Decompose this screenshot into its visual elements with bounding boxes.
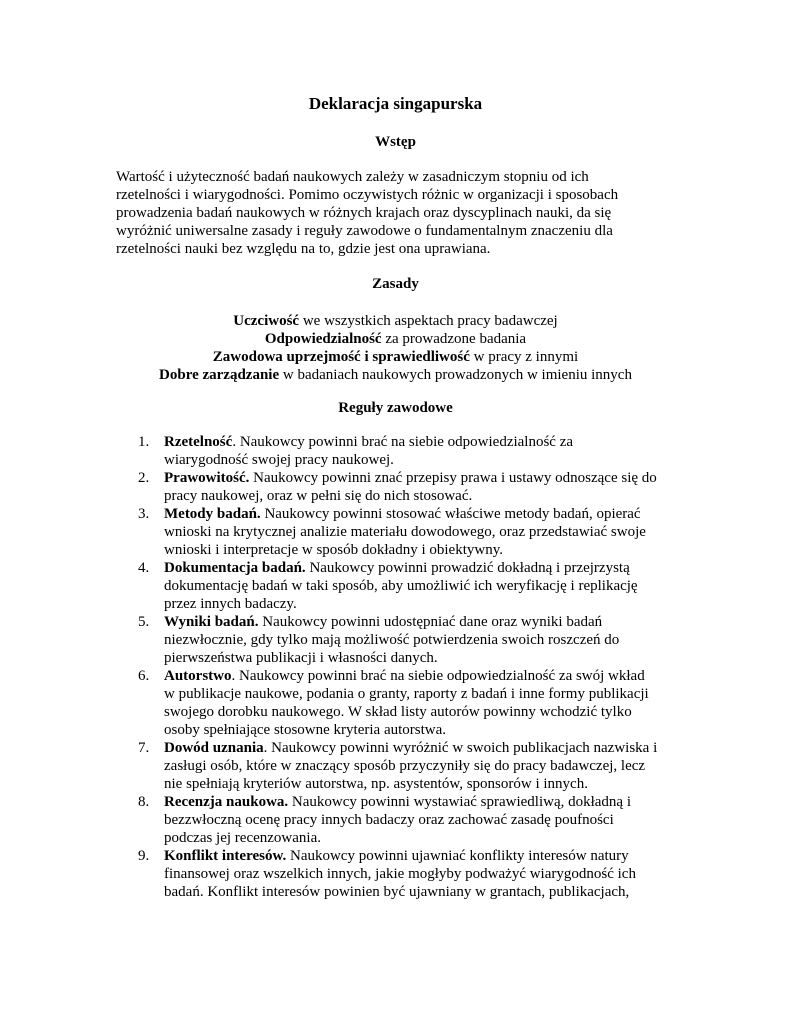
rule-item [120, 739, 700, 793]
rule-item [120, 505, 700, 559]
rule-line: swojego dorobku naukowego. W skład listy autorów powinny wchodzić tylko [164, 704, 632, 720]
intro-line: rzetelności i wiarygodności. Pomimo oczywistych różnic w organizacji i sposobach [116, 187, 619, 203]
rule-text: Naukowcy powinni wystawiać sprawiedliwą, dokładną i [288, 794, 632, 810]
rule-name: Dowód uznania [164, 740, 264, 756]
rule-number: 7. [138, 740, 150, 756]
rule-number: 2. [138, 470, 150, 486]
rule-line: pierwszeństwa publikacji i własności danych. [164, 650, 438, 666]
principles-heading: Zasady [372, 276, 419, 292]
document-title: Deklaracja singapurska [308, 94, 483, 113]
rule-line: wnioski i interpretacje w sposób dokładny i obiektywny. [164, 542, 503, 558]
rule-name: Rzetelność [164, 434, 233, 450]
rule-item [120, 613, 700, 667]
rule-number: 5. [138, 614, 150, 630]
principle-text: w badaniach naukowych prowadzonych w imieniu innych [279, 367, 632, 383]
rules-heading: Reguły zawodowe [338, 400, 453, 416]
rule-line [164, 469, 700, 487]
rule-text: Naukowcy powinni udostępniać dane oraz wyniki badań [258, 614, 603, 630]
rule-text: . Naukowcy powinni brać na siebie odpowiedzialność za swój wkład [231, 668, 645, 684]
rule-number: 4. [138, 560, 150, 576]
rule-line [164, 667, 700, 685]
rule-line: podczas jej recenzowania. [164, 830, 321, 846]
rule-item [120, 559, 700, 613]
rule-text: Naukowcy powinni prowadzić dokładną i przejrzystą [305, 560, 630, 576]
rule-line [164, 613, 700, 631]
rule-line: finansowej oraz wszelkich innych, jakie mogłyby podważyć wiarygodność ich [164, 866, 636, 882]
rule-name: Dokumentacja badań. [164, 560, 306, 576]
rule-item [120, 667, 700, 739]
principle-name: Uczciwość [233, 313, 300, 329]
rule-line: dokumentację badań w taki sposób, aby umożliwić ich weryfikację i replikację [164, 578, 638, 594]
rule-item [120, 433, 700, 469]
principles-list [0, 312, 791, 384]
rule-line [164, 505, 700, 523]
rule-line [164, 739, 700, 757]
principle-item [0, 330, 791, 348]
rule-text: Naukowcy powinni stosować właściwe metody badań, opierać [260, 506, 641, 522]
rule-name: Konflikt interesów. [164, 848, 287, 864]
rule-line: nie spełniają kryteriów autorstwa, np. asystentów, sponsorów i innych. [164, 776, 588, 792]
rule-name: Wyniki badań. [164, 614, 259, 630]
rule-text: Naukowcy powinni znać przepisy prawa i ustawy odnoszące się do [249, 470, 657, 486]
principle-item [0, 366, 791, 384]
rule-line: osoby spełniające stosowne kryteria autorstwa. [164, 722, 447, 738]
rule-line [164, 793, 700, 811]
principle-text: w pracy z innymi [469, 349, 579, 365]
rule-text: . Naukowcy powinni brać na siebie odpowiedzialność za [232, 434, 574, 450]
rule-item [120, 469, 700, 505]
principle-name: Dobre zarządzanie [159, 367, 280, 383]
rule-line [164, 847, 700, 865]
rule-name: Autorstwo [164, 668, 232, 684]
rule-number: 3. [138, 506, 150, 522]
rule-number: 9. [138, 848, 150, 864]
principle-item [0, 348, 791, 366]
rule-line: zasługi osób, które w znaczący sposób przyczyniły się do pracy badawczej, lecz [164, 758, 646, 774]
rule-item [120, 793, 700, 847]
rule-line [164, 433, 700, 451]
intro-line: prowadzenia badań naukowych w różnych krajach oraz dyscyplinach nauki, da się [116, 205, 612, 221]
principle-item [0, 312, 791, 330]
rule-line: pracy naukowej, oraz w pełni się do nich stosować. [164, 488, 473, 504]
principle-text: za prowadzone badania [381, 331, 527, 347]
rule-number: 1. [138, 434, 150, 450]
rule-line: wnioski na krytycznej analizie materiału dowodowego, oraz przedstawiać swoje [164, 524, 646, 540]
rule-line: niezwłocznie, gdy tylko mają możliwość potwierdzenia swoich roszczeń do [164, 632, 620, 648]
intro-line: Wartość i użyteczność badań naukowych zależy w zasadniczym stopniu od ich [116, 169, 589, 185]
rule-name: Metody badań. [164, 506, 261, 522]
rule-line [164, 559, 700, 577]
principle-text: we wszystkich aspektach pracy badawczej [299, 313, 558, 329]
rules-list [120, 433, 700, 901]
rule-item [120, 847, 700, 901]
rule-number: 6. [138, 668, 150, 684]
rule-number: 8. [138, 794, 150, 810]
rule-line: wiarygodność swojej pracy naukowej. [164, 452, 394, 468]
intro-paragraph [116, 168, 676, 258]
rule-line: badań. Konflikt interesów powinien być ujawniany w grantach, publikacjach, [164, 884, 630, 900]
rule-line: przez innych badaczy. [164, 596, 297, 612]
rule-name: Recenzja naukowa. [164, 794, 289, 810]
intro-line: rzetelności nauki bez względu na to, gdzie jest ona uprawiana. [116, 241, 491, 257]
rule-text: . Naukowcy powinni wyróżnić w swoich publikacjach nazwiska i [263, 740, 658, 756]
intro-heading: Wstęp [375, 134, 416, 150]
rule-line: w publikacje naukowe, podania o granty, raporty z badań i inne formy publikacji [164, 686, 649, 702]
rule-name: Prawowitość. [164, 470, 250, 486]
principle-name: Zawodowa uprzejmość i sprawiedliwość [212, 349, 470, 365]
principle-name: Odpowiedzialność [264, 331, 382, 347]
rule-text: Naukowcy powinni ujawniać konflikty interesów natury [286, 848, 629, 864]
rule-line: bezzwłoczną ocenę pracy innych badaczy oraz zachować zasadę poufności [164, 812, 614, 828]
intro-line: wyróżnić uniwersalne zasady i reguły zawodowe o fundamentalnym znaczeniu dla [116, 223, 613, 239]
